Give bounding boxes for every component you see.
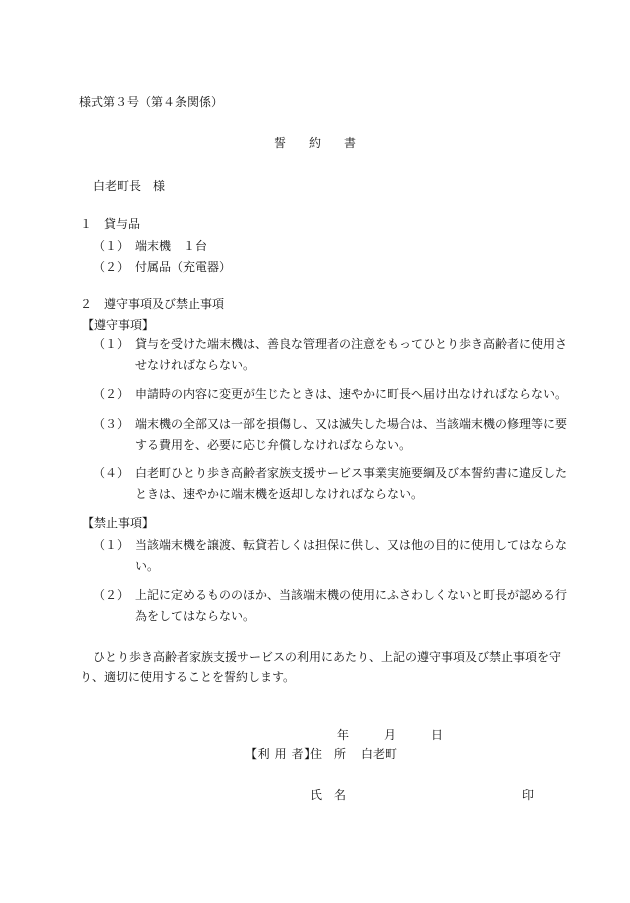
name-label: 氏 名 <box>310 788 347 802</box>
compliance-item1-line1: 貸与を受けた端末機は、善良な管理者の注意をもってひとり歩き高齢者に使用さ <box>135 337 568 351</box>
section2-heading: ２ 遵守事項及び禁止事項 <box>80 297 225 311</box>
compliance-item2-num: （２） <box>93 387 130 401</box>
date-year: 年 <box>337 728 350 742</box>
title-char-3: 書 <box>344 136 357 150</box>
date-day: 日 <box>431 728 444 742</box>
prohibited-item2-num: （２） <box>93 588 130 602</box>
form-number: 様式第３号（第４条関係） <box>79 95 224 109</box>
section1-item1-text: 端末機 １台 <box>135 239 208 253</box>
seal-mark: 印 <box>522 788 535 802</box>
prohibited-label: 【禁止事項】 <box>82 516 155 530</box>
compliance-item4-num: （４） <box>93 466 130 480</box>
compliance-item4-line2: ときは、速やかに端末機を返却しなければならない。 <box>135 487 424 501</box>
pledge-line2: り、適切に使用することを誓約します。 <box>80 670 296 684</box>
prohibited-item1-line1: 当該端末機を譲渡、転貸若しくは担保に供し、又は他の目的に使用してはならな <box>135 538 568 552</box>
compliance-item3-line2: する費用を、必要に応じ弁償しなければならない。 <box>135 438 412 452</box>
compliance-label: 【遵守事項】 <box>82 318 155 332</box>
address-label: 住 所 <box>310 747 347 761</box>
address-value: 白老町 <box>361 747 398 761</box>
section1-heading: １ 貸与品 <box>80 217 141 231</box>
compliance-item2-line1: 申請時の内容に変更が生じたときは、速やかに町長へ届け出なければならない。 <box>135 387 568 401</box>
prohibited-item1-num: （１） <box>93 538 130 552</box>
prohibited-item2-line1: 上記に定めるもののほか、当該端末機の使用にふさわしくないと町長が認める行 <box>135 588 568 602</box>
compliance-item1-num: （１） <box>93 337 130 351</box>
section1-item1-num: （１） <box>93 239 130 253</box>
compliance-item1-line2: せなければならない。 <box>135 358 256 372</box>
section1-item2-text: 付属品（充電器） <box>135 260 232 274</box>
date-month: 月 <box>384 728 397 742</box>
compliance-item4-line1: 白老町ひとり歩き高齢者家族支援サービス事業実施要綱及び本誓約書に違反した <box>135 466 568 480</box>
compliance-item3-num: （３） <box>93 417 130 431</box>
addressee: 白老町長 様 <box>93 179 166 193</box>
user-label: 【利 用 者】 <box>245 747 317 761</box>
section1-item2-num: （２） <box>93 260 130 274</box>
prohibited-item1-line2: い。 <box>135 559 160 573</box>
title-char-1: 誓 <box>274 136 287 150</box>
title-char-2: 約 <box>309 136 322 150</box>
prohibited-item2-line2: 為をしてはならない。 <box>135 609 256 623</box>
pledge-line1: ひとり歩き高齢者家族支援サービスの利用にあたり、上記の遵守事項及び禁止事項を守 <box>93 650 562 664</box>
compliance-item3-line1: 端末機の全部又は一部を損傷し、又は滅失した場合は、当該端末機の修理等に要 <box>135 417 568 431</box>
